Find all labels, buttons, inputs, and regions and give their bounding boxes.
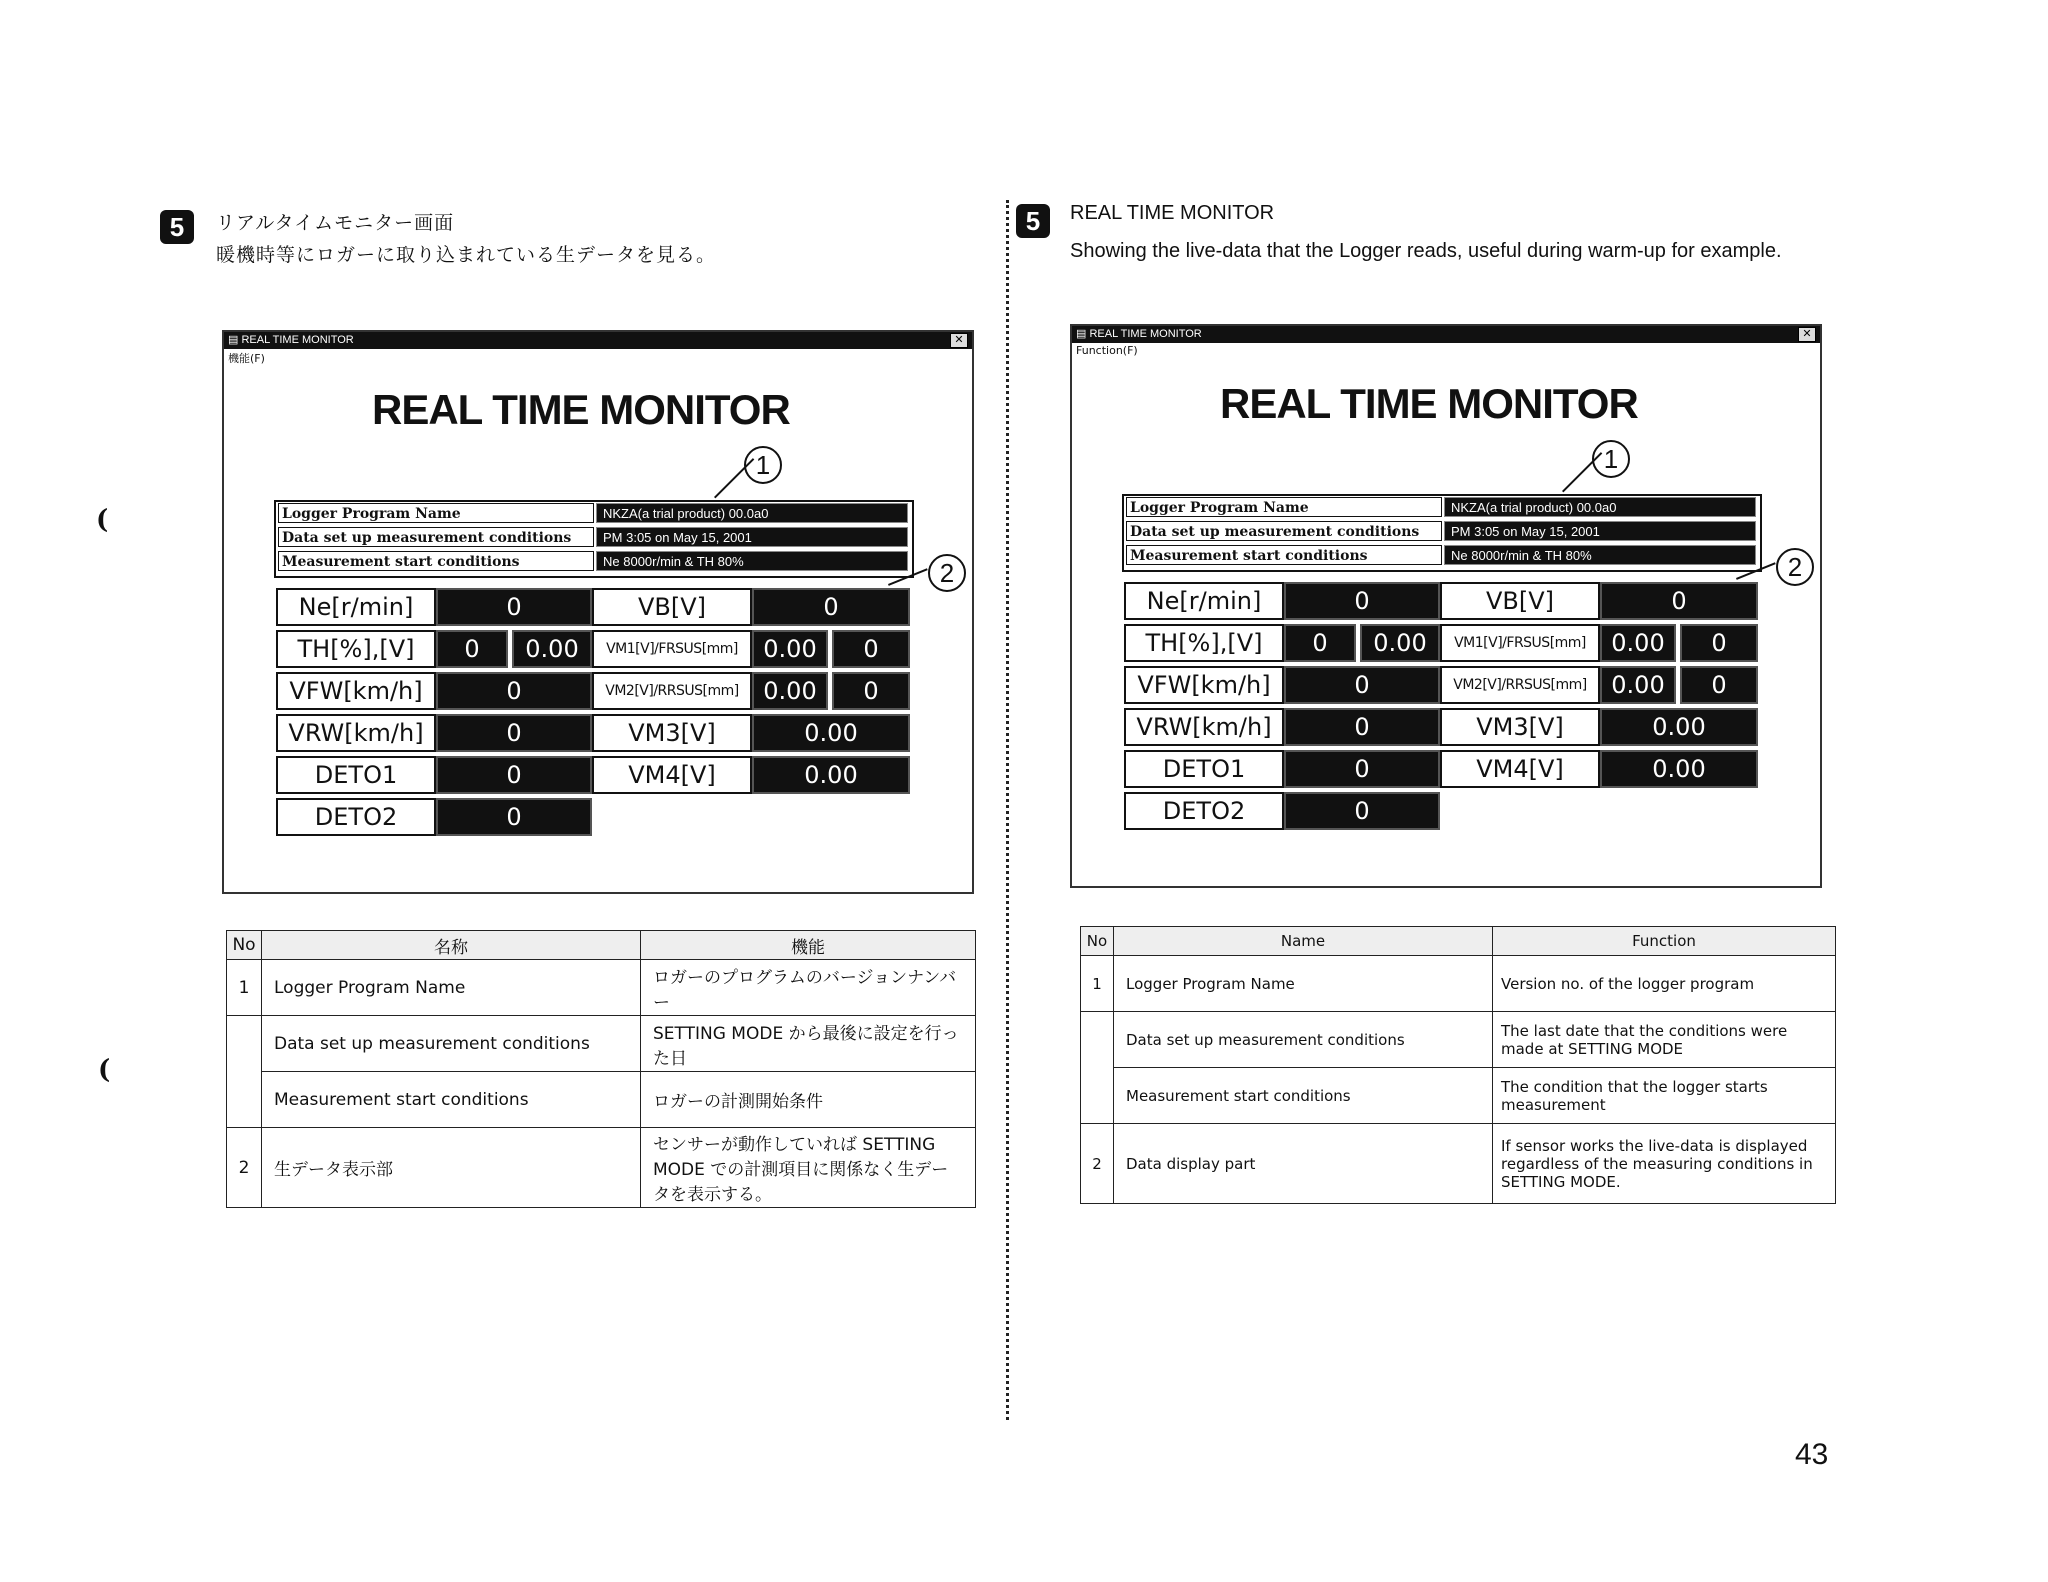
table-row	[227, 960, 976, 1016]
vm2-value-volt: 0.00	[752, 672, 828, 710]
description-table-en	[1080, 926, 1836, 1204]
vm1-value-volt: 0.00	[752, 630, 828, 668]
vm1-value-mm: 0	[832, 630, 910, 668]
row-name: Measurement start conditions	[262, 1072, 641, 1128]
row-no	[1081, 1068, 1114, 1124]
window-icon: ▤	[228, 334, 239, 346]
description-table-ja	[226, 930, 976, 1208]
row-function: The last date that the conditions were made at SETTING MODE	[1493, 1012, 1836, 1068]
col-header-name: 名称	[262, 931, 641, 960]
vfw-value: 0	[436, 672, 592, 710]
vrw-value: 0	[436, 714, 592, 752]
deto1-value: 0	[436, 756, 592, 794]
deto1-label: DETO1	[276, 756, 436, 794]
row-no: 2	[227, 1128, 262, 1208]
vm4-label: VM4[V]	[1440, 750, 1600, 788]
program-value: Ne 8000r/min & TH 80%	[596, 551, 908, 571]
vfw-value: 0	[1284, 666, 1440, 704]
menu-function[interactable]: 機能(F)	[228, 352, 265, 365]
window-title: REAL TIME MONITOR	[1089, 328, 1202, 340]
real-time-monitor-window	[1070, 324, 1822, 888]
program-label: Measurement start conditions	[278, 551, 594, 571]
ne-value: 0	[436, 588, 592, 626]
col-header-name: Name	[1114, 927, 1493, 956]
col-header-function: 機能	[641, 931, 976, 960]
callout-1-leader	[714, 458, 754, 498]
program-value: PM 3:05 on May 15, 2001	[596, 527, 908, 547]
vb-value: 0	[752, 588, 910, 626]
program-value: NKZA(a trial product) 00.0a0	[596, 503, 908, 523]
vfw-label: VFW[km/h]	[276, 672, 436, 710]
vb-value: 0	[1600, 582, 1758, 620]
deto2-value: 0	[1284, 792, 1440, 830]
table-row	[1081, 1068, 1836, 1124]
row-no: 2	[1081, 1124, 1114, 1204]
column-divider	[1006, 200, 1009, 1420]
window-titlebar	[1072, 326, 1820, 343]
row-name: Data set up measurement conditions	[262, 1016, 641, 1072]
window-icon: ▤	[1076, 328, 1087, 340]
callout-1: 1	[744, 446, 782, 484]
col-header-no: No	[227, 931, 262, 960]
menu-function[interactable]: Function(F)	[1076, 344, 1138, 357]
row-name: Data set up measurement conditions	[1114, 1012, 1493, 1068]
program-label: Data set up measurement conditions	[1126, 521, 1442, 541]
vm3-value: 0.00	[752, 714, 910, 752]
vb-label: VB[V]	[1440, 582, 1600, 620]
row-name: Data display part	[1114, 1124, 1493, 1204]
vm2-value-mm: 0	[1680, 666, 1758, 704]
deto2-value: 0	[436, 798, 592, 836]
vm4-value: 0.00	[752, 756, 910, 794]
deto1-value: 0	[1284, 750, 1440, 788]
vm1-label: VM1[V]/FRSUS[mm]	[1440, 624, 1600, 662]
th-value-pct: 0	[436, 630, 508, 668]
close-icon[interactable]: ✕	[1798, 327, 1816, 342]
callout-1-leader	[1562, 452, 1602, 492]
row-no: 1	[1081, 956, 1114, 1012]
th-value-volt: 0.00	[512, 630, 592, 668]
vm3-label: VM3[V]	[1440, 708, 1600, 746]
vm2-label: VM2[V]/RRSUS[mm]	[1440, 666, 1600, 704]
window-title: REAL TIME MONITOR	[241, 334, 354, 346]
ne-label: Ne[r/min]	[276, 588, 436, 626]
row-function: If sensor works the live-data is displayed regardless of the measuring conditions in SETTING MODE.	[1493, 1124, 1836, 1204]
table-row	[227, 1016, 976, 1072]
vb-label: VB[V]	[592, 588, 752, 626]
vrw-value: 0	[1284, 708, 1440, 746]
th-label: TH[%],[V]	[1124, 624, 1284, 662]
program-info-table	[1122, 494, 1762, 572]
ne-label: Ne[r/min]	[1124, 582, 1284, 620]
col-header-function: Function	[1493, 927, 1836, 956]
row-function: ロガーのプログラムのバージョンナンバー	[641, 960, 976, 1016]
deto1-label: DETO1	[1124, 750, 1284, 788]
row-name: Logger Program Name	[262, 960, 641, 1016]
section-heading-ja: リアルタイムモニター画面	[216, 212, 455, 234]
table-header-row	[1081, 927, 1836, 956]
row-no: 1	[227, 960, 262, 1016]
program-value: Ne 8000r/min & TH 80%	[1444, 545, 1756, 565]
deto2-label: DETO2	[276, 798, 436, 836]
vm3-value: 0.00	[1600, 708, 1758, 746]
window-titlebar	[224, 332, 972, 349]
table-row	[1081, 1124, 1836, 1204]
program-label: Measurement start conditions	[1126, 545, 1442, 565]
table-row	[227, 1072, 976, 1128]
row-no	[227, 1072, 262, 1128]
callout-2: 2	[928, 554, 966, 592]
vrw-label: VRW[km/h]	[1124, 708, 1284, 746]
vrw-label: VRW[km/h]	[276, 714, 436, 752]
section-description-ja: 暖機時等にロガーに取り込まれている生データを見る。	[216, 244, 717, 266]
margin-mark: (	[96, 505, 109, 535]
vm4-value: 0.00	[1600, 750, 1758, 788]
program-value: PM 3:05 on May 15, 2001	[1444, 521, 1756, 541]
vm1-value-volt: 0.00	[1600, 624, 1676, 662]
program-value: NKZA(a trial product) 00.0a0	[1444, 497, 1756, 517]
ne-value: 0	[1284, 582, 1440, 620]
monitor-big-title: REAL TIME MONITOR	[372, 386, 790, 433]
section-number-badge: 5	[160, 210, 194, 244]
section-heading-en: REAL TIME MONITOR	[1070, 202, 1275, 224]
vm1-label: VM1[V]/FRSUS[mm]	[592, 630, 752, 668]
th-value-pct: 0	[1284, 624, 1356, 662]
vm1-value-mm: 0	[1680, 624, 1758, 662]
table-row	[227, 1128, 976, 1208]
vm2-label: VM2[V]/RRSUS[mm]	[592, 672, 752, 710]
row-function: センサーが動作していれば SETTING MODE での計測項目に関係なく生データを表示する。	[641, 1128, 976, 1208]
th-label: TH[%],[V]	[276, 630, 436, 668]
table-row	[1081, 956, 1836, 1012]
vfw-label: VFW[km/h]	[1124, 666, 1284, 704]
real-time-monitor-window	[222, 330, 974, 894]
row-name: Measurement start conditions	[1114, 1068, 1493, 1124]
program-label: Logger Program Name	[1126, 497, 1442, 517]
program-label: Data set up measurement conditions	[278, 527, 594, 547]
margin-mark: (	[98, 1055, 111, 1085]
row-function: SETTING MODE から最後に設定を行った日	[641, 1016, 976, 1072]
row-function: The condition that the logger starts measurement	[1493, 1068, 1836, 1124]
col-header-no: No	[1081, 927, 1114, 956]
section-description-en: Showing the live-data that the Logger reads, useful during warm-up for example.	[1070, 240, 1782, 262]
row-function: ロガーの計測開始条件	[641, 1072, 976, 1128]
table-header-row	[227, 931, 976, 960]
row-function: Version no. of the logger program	[1493, 956, 1836, 1012]
row-no	[227, 1016, 262, 1072]
row-name: Logger Program Name	[1114, 956, 1493, 1012]
vm4-label: VM4[V]	[592, 756, 752, 794]
th-value-volt: 0.00	[1360, 624, 1440, 662]
vm3-label: VM3[V]	[592, 714, 752, 752]
program-info-table	[274, 500, 914, 578]
row-name: 生データ表示部	[262, 1128, 641, 1208]
program-label: Logger Program Name	[278, 503, 594, 523]
close-icon[interactable]: ✕	[950, 333, 968, 348]
callout-2: 2	[1776, 548, 1814, 586]
vm2-value-volt: 0.00	[1600, 666, 1676, 704]
callout-1: 1	[1592, 440, 1630, 478]
monitor-big-title: REAL TIME MONITOR	[1220, 380, 1638, 427]
deto2-label: DETO2	[1124, 792, 1284, 830]
table-row	[1081, 1012, 1836, 1068]
section-number-badge: 5	[1016, 204, 1050, 238]
vm2-value-mm: 0	[832, 672, 910, 710]
page-number: 43	[1795, 1438, 1829, 1471]
row-no	[1081, 1012, 1114, 1068]
